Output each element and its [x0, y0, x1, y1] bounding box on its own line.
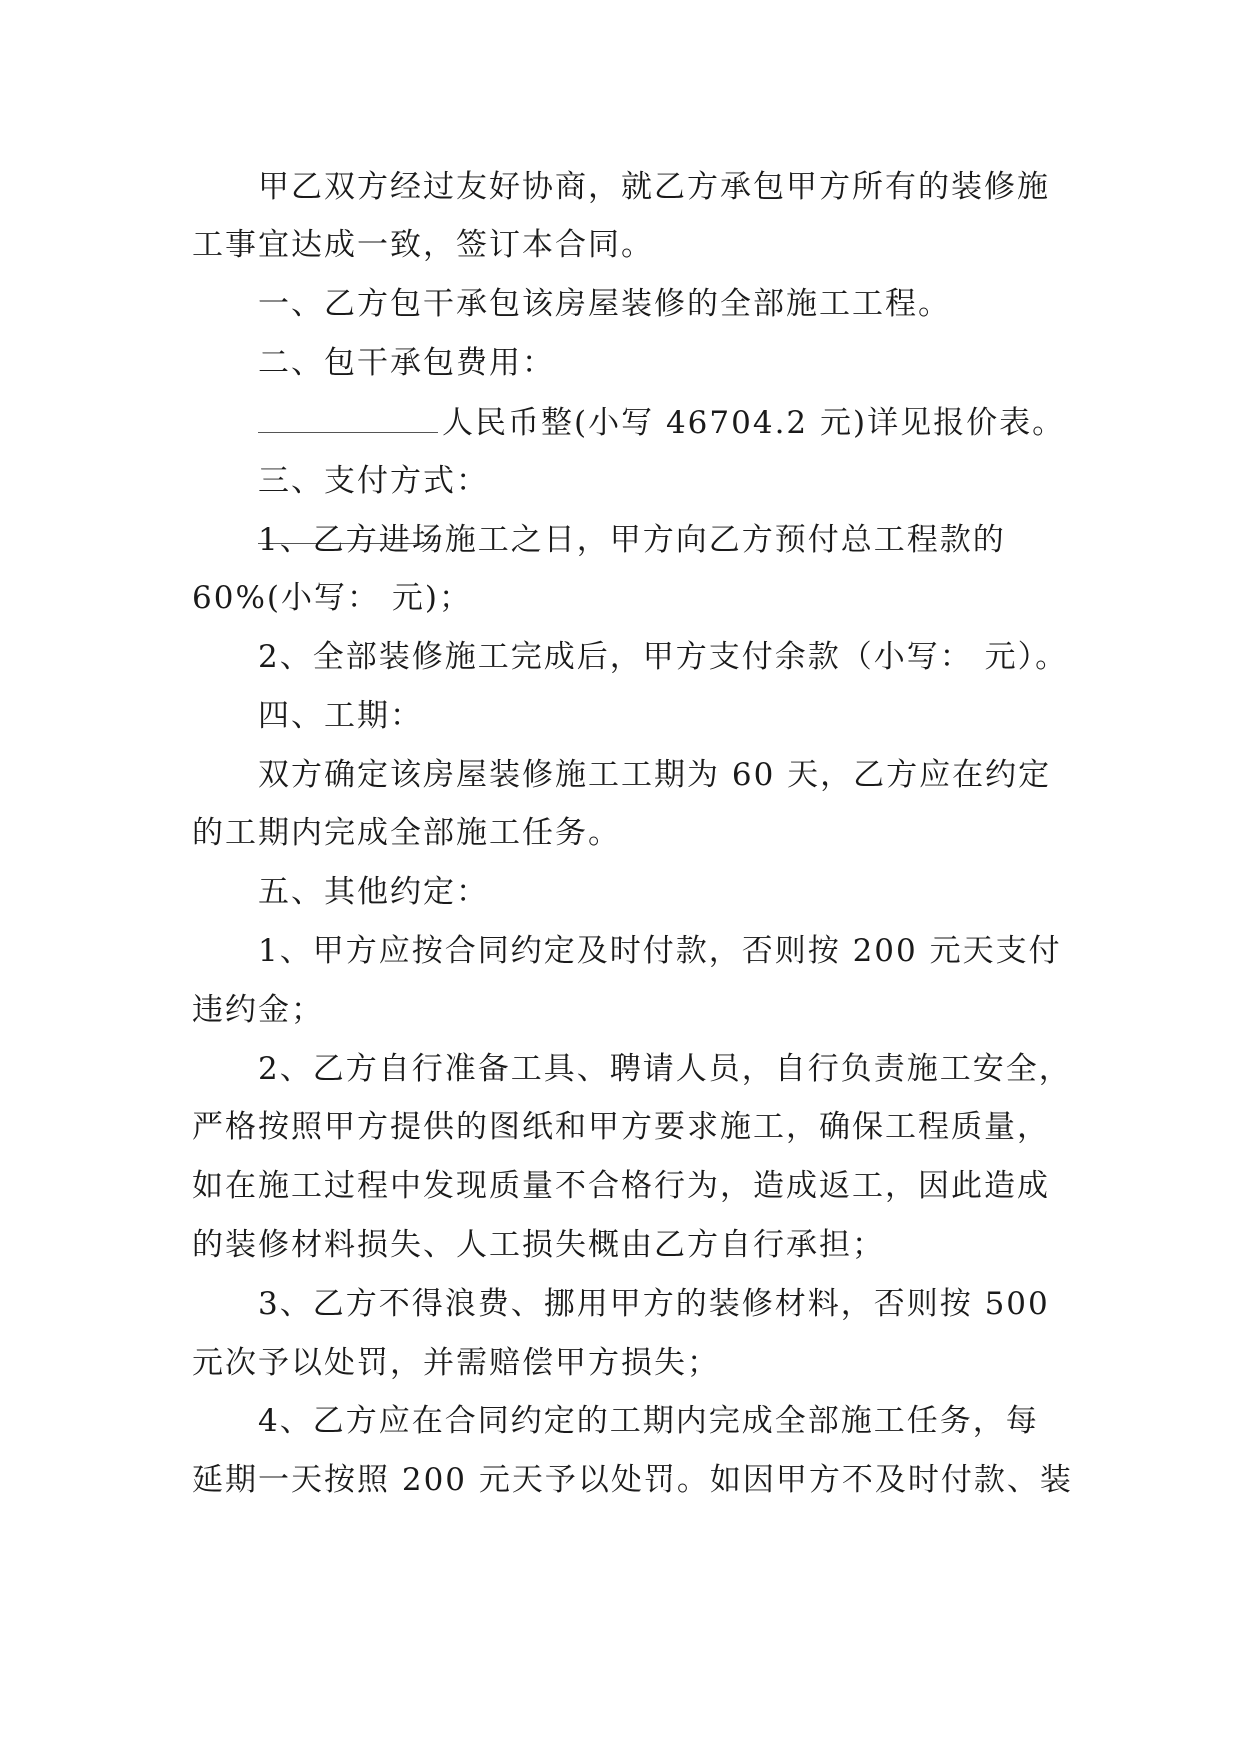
section-5-item-3-line-2: 元次予以处罚，并需赔偿甲方损失； — [192, 1345, 720, 1381]
section-5-heading: 五、其他约定： — [258, 874, 489, 910]
section-5-item-1-line-1: 1、甲方应按合同约定及时付款，否则按 200 元天支付 — [258, 933, 1062, 969]
section-5-item-1-line-2: 违约金； — [192, 992, 324, 1028]
section-3-item-1-line-1: 1、乙方进场施工之日，甲方向乙方预付总工程款的 — [258, 522, 1006, 558]
intro-line-1: 甲乙双方经过友好协商，就乙方承包甲方所有的装修施 — [258, 169, 1050, 205]
section-3-heading: 三、支付方式： — [258, 463, 489, 499]
section-5-item-2-line-2: 严格按照甲方提供的图纸和甲方要求施工，确保工程质量， — [192, 1109, 1050, 1145]
section-5-item-4-line-1: 4、乙方应在合同约定的工期内完成全部施工任务，每 — [258, 1403, 1039, 1439]
section-5-item-4-line-2: 延期一天按照 200 元天予以处罚。如因甲方不及时付款、装 — [192, 1462, 1073, 1498]
section-4-line-2: 的工期内完成全部施工任务。 — [192, 815, 621, 851]
section-3-item-2: 2、全部装修施工完成后，甲方支付余款（小写： 元）。 — [258, 639, 1069, 675]
section-5-item-2-line-3: 如在施工过程中发现质量不合格行为，造成返工，因此造成 — [192, 1168, 1050, 1204]
amount-blank-field — [258, 402, 438, 433]
section-3-item-1-line-2: 60%(小写： 元)； — [192, 580, 472, 616]
intro-line-2: 工事宜达成一致，签订本合同。 — [192, 227, 654, 263]
section-2-amount-text: 人民币整(小写 46704.2 元)详见报价表。 — [442, 405, 1066, 441]
section-4-line-1: 双方确定该房屋装修施工工期为 60 天，乙方应在约定 — [258, 757, 1052, 793]
section-2-heading: 二、包干承包费用： — [258, 345, 555, 381]
section-1: 一、乙方包干承包该房屋装修的全部施工工程。 — [258, 286, 951, 322]
section-2-amount-line — [258, 402, 1065, 443]
section-5-item-3-line-1: 3、乙方不得浪费、挪用甲方的装修材料，否则按 500 — [258, 1286, 1050, 1322]
section-5-item-2-line-1: 2、乙方自行准备工具、聘请人员，自行负责施工安全， — [258, 1051, 1072, 1087]
section-4-heading: 四、工期： — [258, 698, 423, 734]
section-5-item-2-line-4: 的装修材料损失、人工损失概由乙方自行承担； — [192, 1227, 885, 1263]
